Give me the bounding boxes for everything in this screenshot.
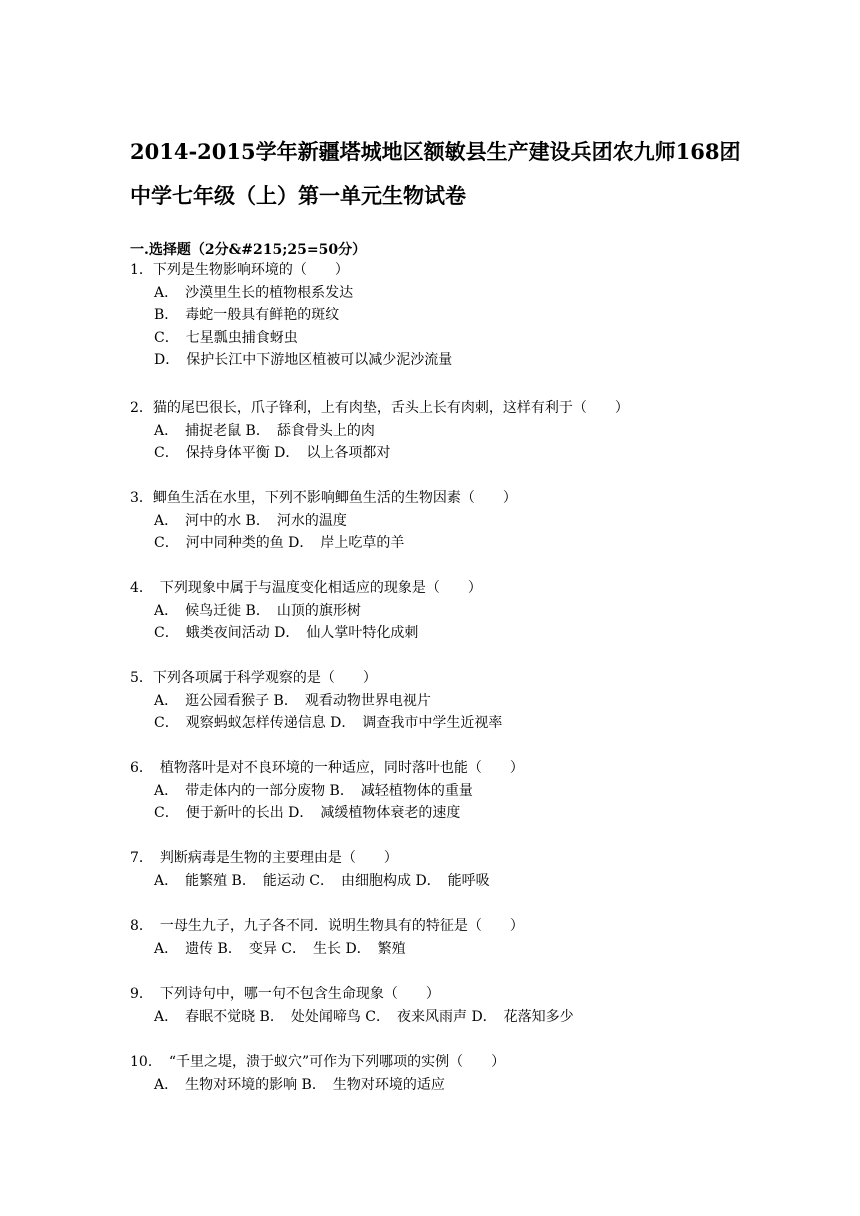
option-row: A． 生物对环境的影响 B． 生物对环境的适应 [154,1076,445,1093]
question-7 [130,847,770,892]
exam-title-line2: 中学七年级（上）第一单元生物试卷 [130,183,466,208]
question-stem: 5．下列各项属于科学观察的是（ ） [130,670,377,686]
option-row: A． 捕捉老鼠 B． 舔食骨头上的肉 [154,422,375,439]
question-4 [130,577,770,645]
question-stem: 2．猫的尾巴很长，爪子锋利，上有肉垫，舌头上长有肉刺，这样有利于（ ） [130,400,629,416]
exam-title-line1: 2014-2015学年新疆塔城地区额敏县生产建设兵团农九师168团 [130,139,741,164]
option-row: A． 春眠不觉晓 B． 处处闻啼鸟 C． 夜来风雨声 D． 花落知多少 [154,1008,574,1025]
question-1 [130,259,770,372]
option-a: A． 沙漠里生长的植物根系发达 [154,284,354,301]
option-row: C． 保持身体平衡 D． 以上各项都对 [154,445,391,461]
option-row: A． 能繁殖 B． 能运动 C． 由细胞构成 D． 能呼吸 [154,872,490,889]
option-row: C． 便于新叶的长出 D． 减缓植物体衰老的速度 [154,805,461,821]
option-row: C． 蛾类夜间活动 D． 仙人掌叶特化成刺 [154,625,419,641]
question-3 [130,487,770,555]
question-10 [130,1051,770,1096]
question-5 [130,667,770,735]
question-stem: 3．鲫鱼生活在水里，下列不影响鲫鱼生活的生物因素（ ） [130,490,517,506]
option-row: A． 逛公园看猴子 B． 观看动物世界电视片 [154,692,431,709]
question-stem: 10． “千里之堤，溃于蚁穴”可作为下列哪项的实例（ ） [130,1054,506,1070]
option-row: C． 河中同种类的鱼 D． 岸上吃草的羊 [154,535,405,551]
question-stem: 8． 一母生九子，九子各不同．说明生物具有的特征是（ ） [130,918,524,934]
question-stem: 4． 下列现象中属于与温度变化相适应的现象是（ ） [130,580,482,596]
question-8 [130,915,770,960]
option-row: C． 观察蚂蚁怎样传递信息 D． 调查我市中学生近视率 [154,715,503,731]
question-6 [130,757,770,825]
option-row: A． 候鸟迁徙 B． 山顶的旗形树 [154,602,361,619]
question-stem: 1．下列是生物影响环境的（ ） [130,262,349,278]
question-2 [130,397,770,465]
option-row: A． 河中的水 B． 河水的温度 [154,512,347,529]
section-header: 一.选择题（2分&#215;25=50分） [130,242,367,258]
question-stem: 7． 判断病毒是生物的主要理由是（ ） [130,850,398,866]
question-9 [130,983,770,1028]
option-row: A． 遗传 B． 变异 C． 生长 D． 繁殖 [154,940,406,957]
option-c: C． 七星瓢虫捕食蚜虫 [154,329,298,346]
option-row: A． 带走体内的一部分废物 B． 减轻植物体的重量 [154,782,473,799]
question-stem: 9． 下列诗句中，哪一句不包含生命现象（ ） [130,986,440,1002]
question-stem: 6． 植物落叶是对不良环境的一种适应，同时落叶也能（ ） [130,760,524,776]
option-d: D． 保护长江中下游地区植被可以减少泥沙流量 [154,352,453,368]
option-b: B． 毒蛇一般具有鲜艳的斑纹 [154,307,340,323]
